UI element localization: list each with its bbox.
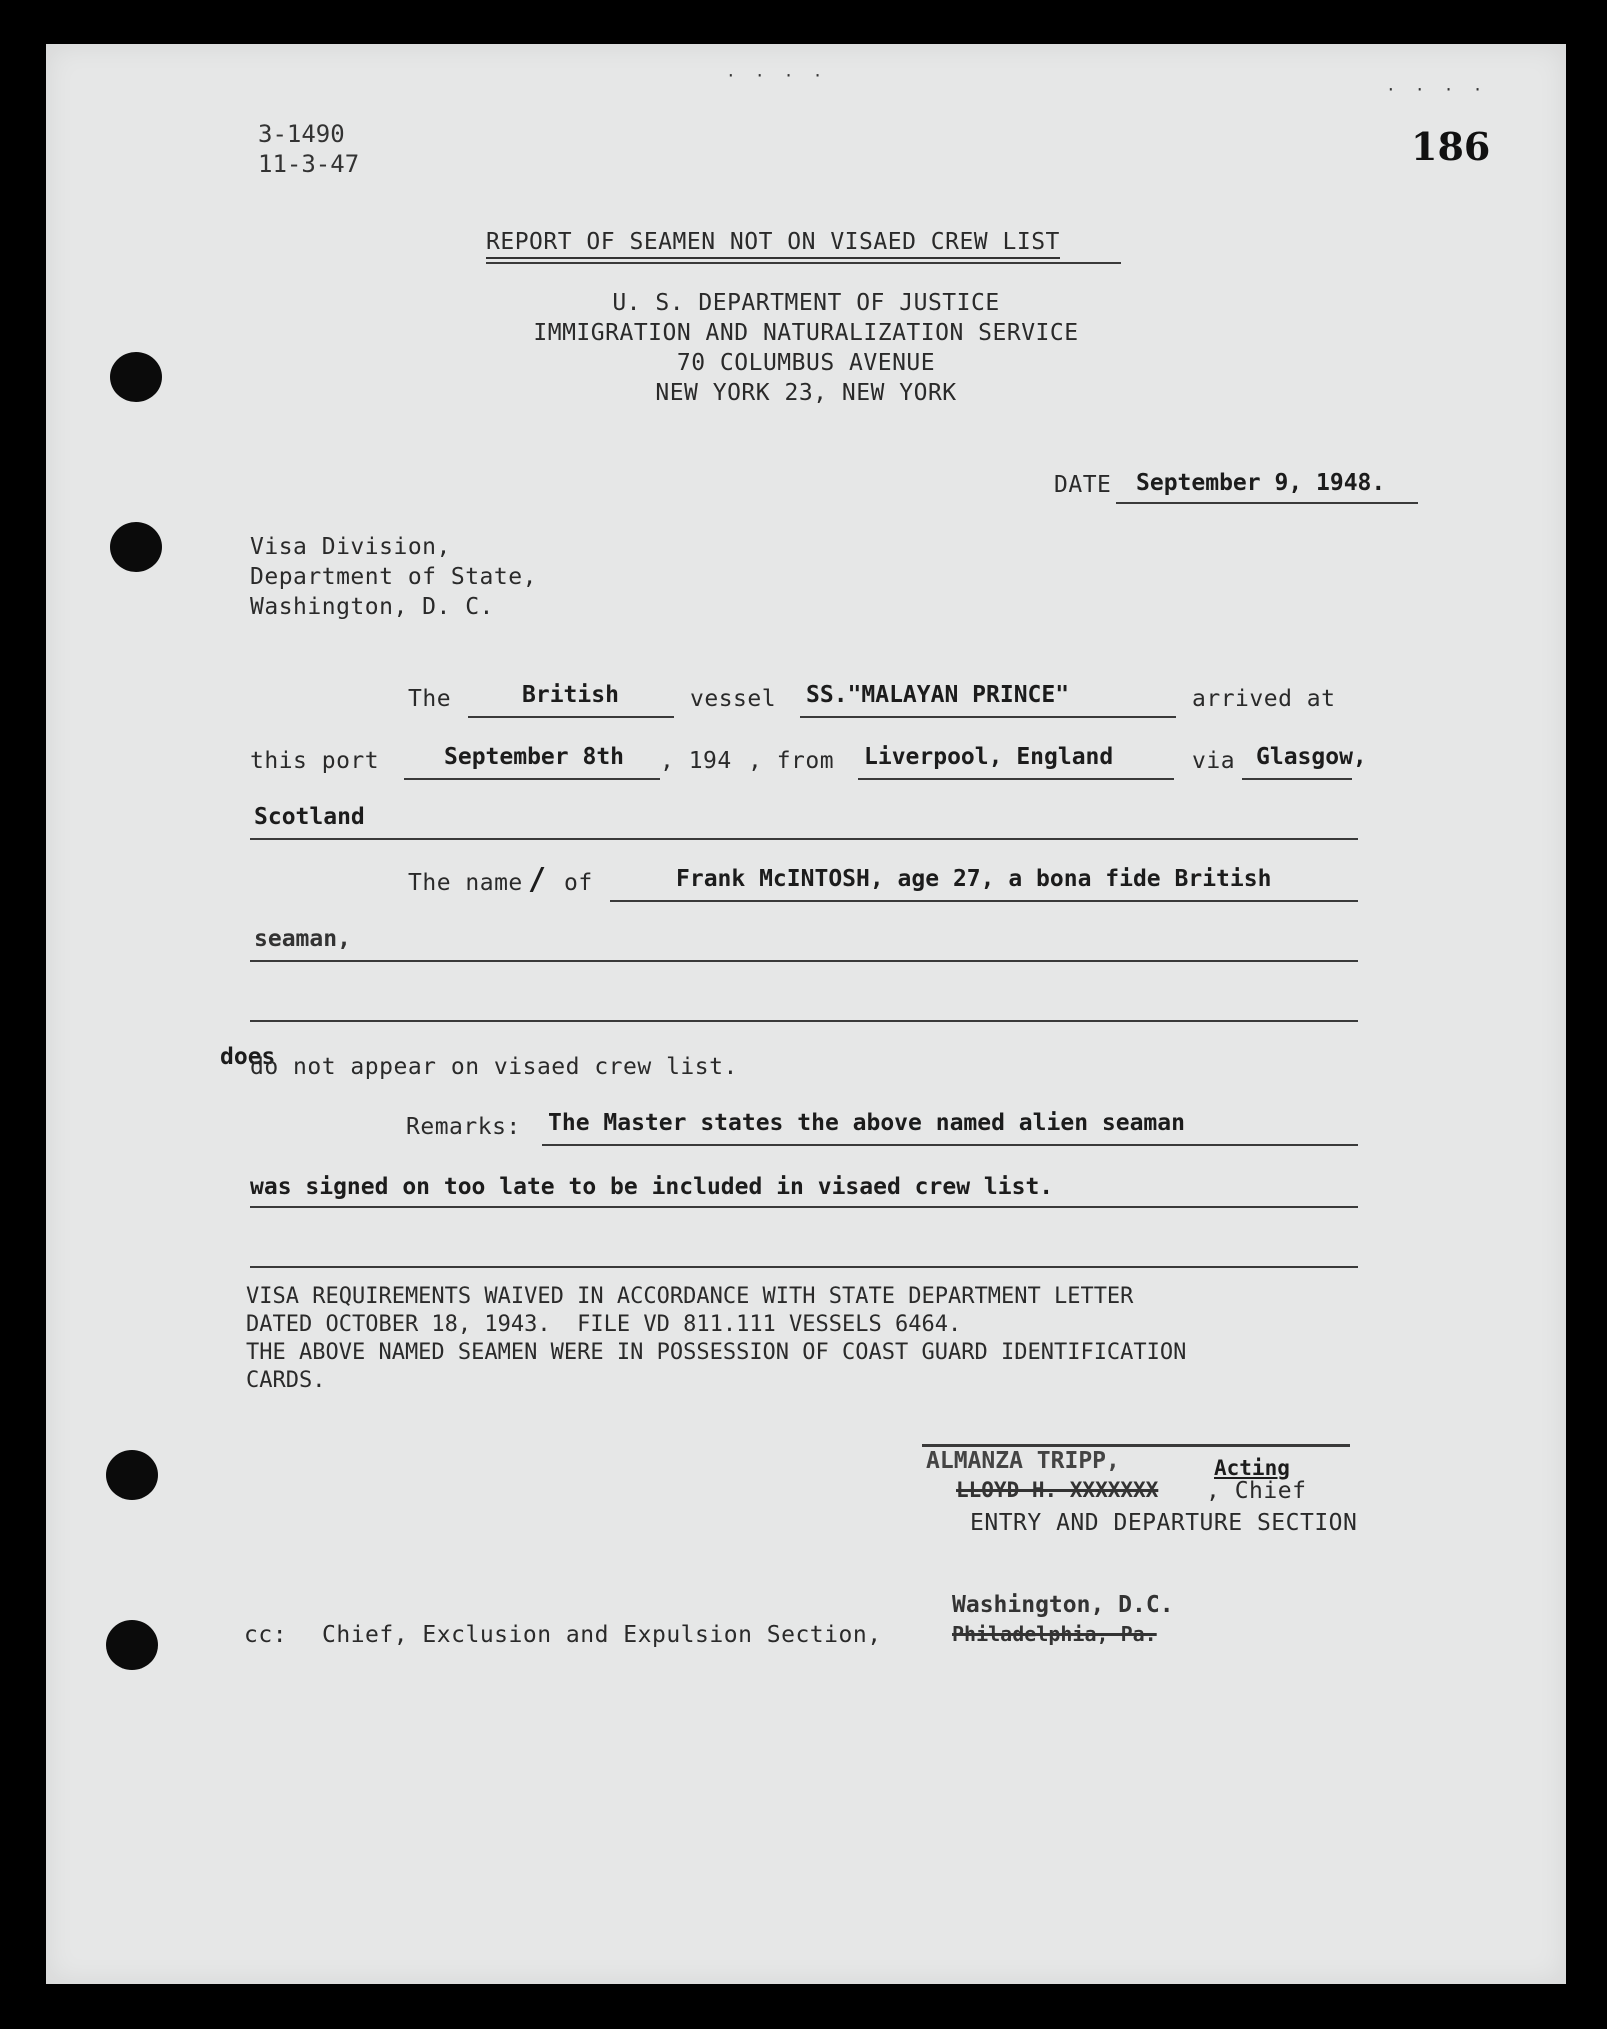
- via-place: Glasgow,: [1256, 744, 1367, 770]
- year-label: , 194: [660, 748, 732, 774]
- arrived-at-label: arrived at: [1192, 686, 1336, 712]
- remarks-underline-2: [250, 1206, 1358, 1208]
- addressee-line-3: Washington, D. C.: [250, 594, 494, 620]
- via-label: via: [1192, 748, 1236, 774]
- notice-line-4: CARDS.: [246, 1368, 326, 1393]
- signer-name: ALMANZA TRIPP,: [926, 1448, 1120, 1474]
- punch-hole-1: [110, 352, 162, 402]
- acting-title: Acting: [1214, 1456, 1290, 1480]
- chief-suffix: , Chief: [1206, 1478, 1307, 1504]
- via-underline: [1242, 778, 1352, 780]
- vessel-nationality: British: [522, 682, 619, 708]
- struck-signer-name: LLOYD H. XXXXXXX: [956, 1478, 1159, 1502]
- agency-line-3: 70 COLUMBUS AVENUE: [676, 350, 936, 376]
- origin-underline: [858, 778, 1174, 780]
- cc-label: cc:: [244, 1622, 288, 1648]
- date-label: DATE: [1054, 472, 1112, 498]
- seaman-name-line-2: seaman,: [254, 926, 351, 952]
- not-appear-statement: do not appear on visaed crew list.: [250, 1054, 738, 1080]
- remarks-label: Remarks:: [406, 1114, 521, 1140]
- document-page: [46, 44, 1566, 1984]
- addressee-line-2: Department of State,: [250, 564, 537, 590]
- via-place-continued: Scotland: [254, 804, 365, 830]
- remarks-line-2: was signed on too late to be included in visaed crew list.: [250, 1174, 1054, 1200]
- from-label: , from: [748, 748, 835, 774]
- via-cont-underline: [250, 838, 1358, 840]
- names-plural-mark: /: [528, 862, 547, 897]
- notice-line-2: DATED OCTOBER 18, 1943. FILE VD 811.111 VESSELS 6464.: [246, 1312, 962, 1337]
- punch-hole-4: [106, 1620, 158, 1670]
- names-underline-1: [610, 900, 1358, 902]
- names-underline-3: [250, 1020, 1358, 1022]
- vessel-name: SS."MALAYAN PRINCE": [806, 682, 1070, 708]
- vessel-name-underline: [800, 716, 1176, 718]
- notice-line-1: VISA REQUIREMENTS WAIVED IN ACCORDANCE WITH STATE DEPARTMENT LETTER: [246, 1284, 1134, 1309]
- vessel-the-label: The: [408, 686, 452, 712]
- section-name: ENTRY AND DEPARTURE SECTION: [970, 1510, 1358, 1536]
- punch-hole-3: [106, 1450, 158, 1500]
- cc-struck-place: Philadelphia, Pa.: [952, 1622, 1157, 1646]
- cc-new-place: Washington, D.C.: [952, 1592, 1174, 1618]
- agency-line-1: U. S. DEPARTMENT OF JUSTICE: [612, 290, 1000, 316]
- top-edge-specks: · · · ·: [726, 66, 823, 85]
- names-label: The name: [408, 870, 523, 896]
- file-ref-number: 3-1490: [258, 120, 345, 148]
- title-double-underline: [486, 262, 1121, 264]
- notice-line-3: THE ABOVE NAMED SEAMEN WERE IN POSSESSION OF COAST GUARD IDENTIFICATION: [246, 1340, 1187, 1365]
- document-title: REPORT OF SEAMEN NOT ON VISAED CREW LIST: [486, 229, 1060, 259]
- arrival-date: September 8th: [444, 744, 625, 770]
- date-underline: [1116, 502, 1418, 504]
- names-underline-2: [250, 960, 1358, 962]
- signature-top-line: [922, 1444, 1350, 1447]
- top-right-specks: · · · ·: [1386, 80, 1483, 99]
- nationality-underline: [468, 716, 674, 718]
- this-port-label: this port: [250, 748, 380, 774]
- cc-recipient: Chief, Exclusion and Expulsion Section,: [322, 1622, 882, 1648]
- punch-hole-2: [110, 522, 162, 572]
- names-of-label: of: [564, 870, 593, 896]
- does-typed-over: does: [220, 1044, 276, 1070]
- vessel-label: vessel: [690, 686, 777, 712]
- date-value: September 9, 1948.: [1136, 470, 1386, 496]
- file-ref-date: 11-3-47: [258, 150, 360, 178]
- origin-port: Liverpool, England: [864, 744, 1114, 770]
- addressee-line-1: Visa Division,: [250, 534, 451, 560]
- arrival-date-underline: [404, 778, 660, 780]
- agency-line-2: IMMIGRATION AND NATURALIZATION SERVICE: [533, 320, 1079, 346]
- page-number: 186: [1411, 124, 1491, 169]
- seaman-name-line-1: Frank McINTOSH, age 27, a bona fide British: [676, 866, 1272, 892]
- remarks-underline-1: [542, 1144, 1358, 1146]
- remarks-underline-3: [250, 1266, 1358, 1268]
- remarks-line-1: The Master states the above named alien seaman: [548, 1110, 1185, 1136]
- agency-line-4: NEW YORK 23, NEW YORK: [655, 380, 957, 406]
